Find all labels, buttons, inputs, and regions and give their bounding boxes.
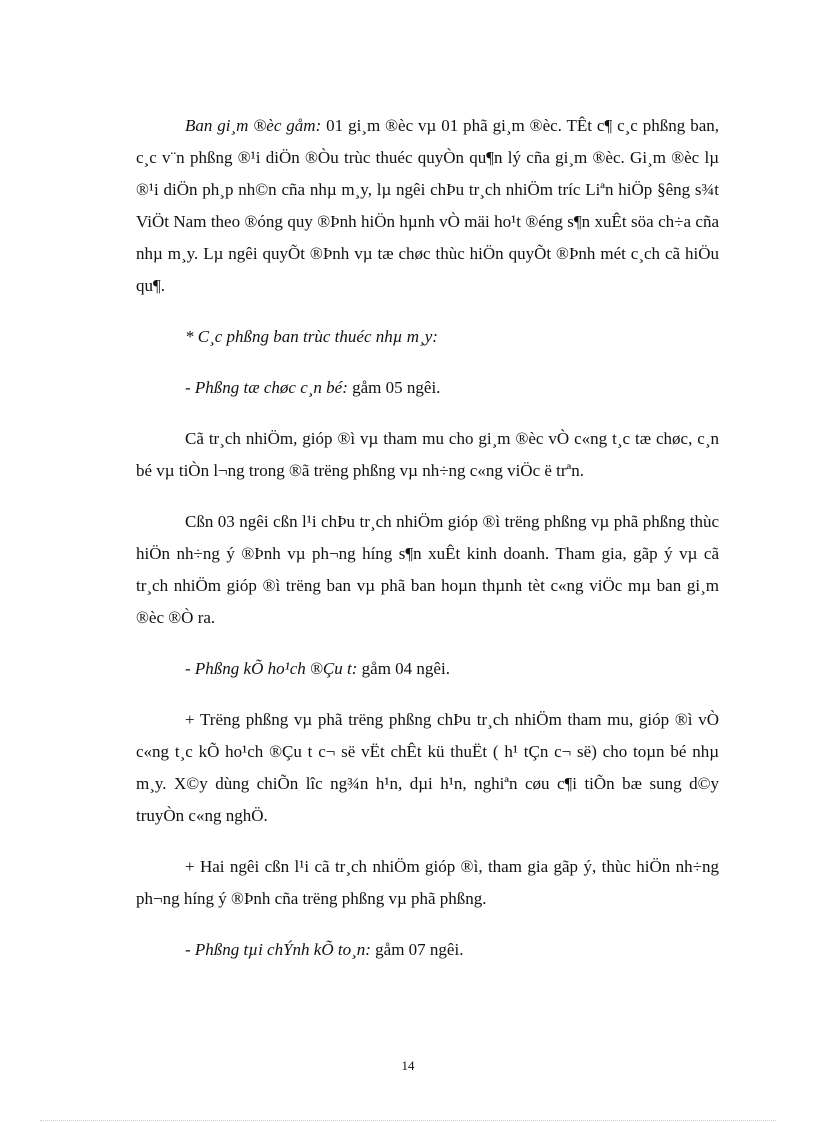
lead-board-of-directors: Ban gi¸m ®èc gåm: xyxy=(185,116,322,135)
body-text xyxy=(136,110,719,985)
page-number: 14 xyxy=(401,1058,415,1073)
text-finance-dept: gåm 07 ngêi. xyxy=(370,940,464,959)
text-personnel-staff: Cßn 03 ngêi cßn l¹i chÞu tr¸ch nhiÖm gióp ®ì trëng phßng vµ phã phßng thùc hiÖn nh÷ng ý ®Þnh vµ ph¬ng híng s¶n xuÊt kinh doanh. Tham gia, gãp ý vµ cã tr¸ch nhiÖm gióp ®ì trëng ban vµ phã ban hoµn thµnh tèt c«ng viÖc mµ ban gi¸m ®èc ®Ò ra. xyxy=(136,512,719,627)
paragraph-personnel-staff xyxy=(136,506,719,634)
text-personnel-dept: gåm 05 ngêi. xyxy=(347,378,441,397)
text-personnel-duties: Cã tr¸ch nhiÖm, gióp ®ì vµ tham mu cho gi¸m ®èc vÒ c«ng t¸c tæ chøc, c¸n bé vµ tiÒn l¬ng trong ®ã trëng phßng vµ nh÷ng c«ng viÖc ë trªn. xyxy=(136,429,719,480)
paragraph-personnel-dept xyxy=(136,372,719,404)
page-bottom-rule xyxy=(40,1120,776,1121)
paragraph-personnel-duties xyxy=(136,423,719,487)
paragraph-planning-staff xyxy=(136,851,719,915)
text-planning-heads: + Trëng phßng vµ phã trëng phßng chÞu tr¸ch nhiÖm tham mu, gióp ®ì vÒ c«ng t¸c kÕ ho¹ch ®Çu t c¬ së vËt chÊt kü thuËt ( h¹ tÇn c¬ së) cho toµn bé nhµ m¸y. X©y dùng chiÕn lîc ng¾n h¹n, dµi h¹n, nghiªn cøu c¶i tiÕn bæ sung d©y truyÒn c«ng nghÖ. xyxy=(136,710,719,825)
lead-finance-dept: - Phßng tµi chÝnh kÕ to¸n: xyxy=(185,940,371,959)
paragraph-planning-dept xyxy=(136,653,719,685)
paragraph-departments-heading xyxy=(136,321,719,353)
text-planning-dept: gåm 04 ngêi. xyxy=(357,659,450,678)
lead-departments-heading: * C¸c phßng ban trùc thuéc nhµ m¸y: xyxy=(185,327,438,346)
lead-planning-dept: - Phßng kÕ ho¹ch ®Çu t: xyxy=(185,659,358,678)
text-board-of-directors: 01 gi¸m ®èc vµ 01 phã gi¸m ®èc. TÊt c¶ c¸c phßng ban, c¸c v¨n phßng ®¹i diÖn ®Òu trùc thuéc quyÒn qu¶n lý cña gi¸m ®èc. Gi¸m ®èc lµ ®¹i diÖn ph¸p nh©n cña nhµ m¸y, lµ ngêi chÞu tr¸ch nhiÖm tríc Liªn hiÖp §êng s¾t ViÖt Nam theo ®óng quy ®Þnh hiÖn hµnh vÒ mäi ho¹t ®éng s¶n xuÊt söa ch÷a cña nhµ m¸y. Lµ ngêi quyÕt ®Þnh vµ tæ chøc thùc hiÖn quyÕt ®Þnh mét c¸ch cã hiÖu qu¶. xyxy=(136,116,719,295)
text-planning-staff: + Hai ngêi cßn l¹i cã tr¸ch nhiÖm gióp ®ì, tham gia gãp ý, thùc hiÖn nh÷ng ph¬ng híng ý ®Þnh cña trëng phßng vµ phã phßng. xyxy=(136,857,719,908)
paragraph-board-of-directors xyxy=(136,110,719,302)
paragraph-planning-heads xyxy=(136,704,719,832)
lead-personnel-dept: - Phßng tæ chøc c¸n bé: xyxy=(185,378,348,397)
paragraph-finance-dept xyxy=(136,934,719,966)
